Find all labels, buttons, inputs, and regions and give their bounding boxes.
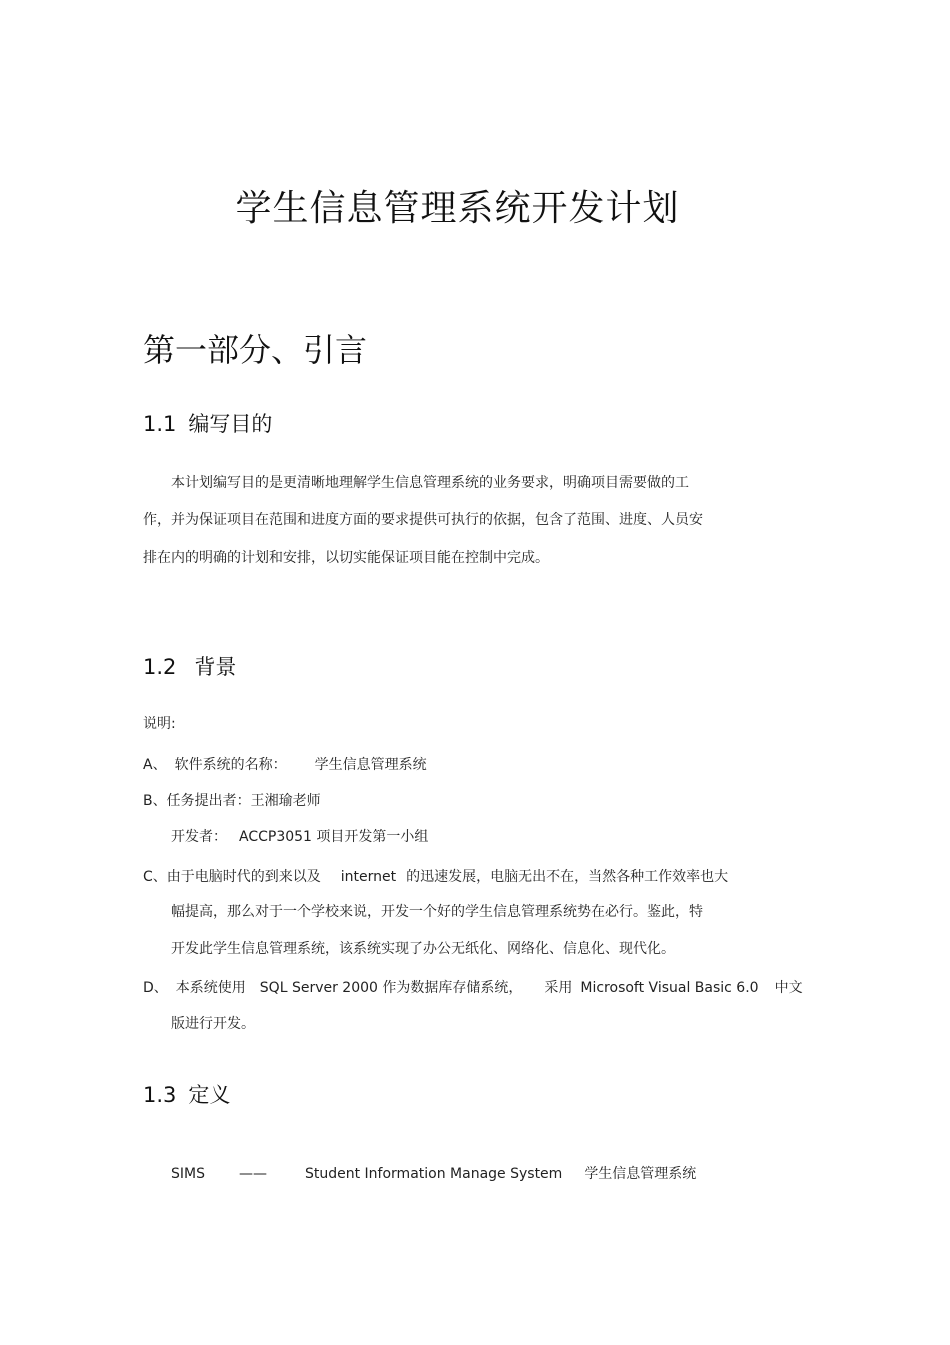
item-d-text: 采用 xyxy=(544,980,573,996)
paragraph-line-3: 排在内的明确的计划和安排，以切实能保证项目能在控制中完成。 xyxy=(143,550,549,566)
item-c-line-2: 幅提高，那么对于一个学校来说，开发一个好的学生信息管理系统势在必行。鉴此，特 xyxy=(171,904,703,920)
part-heading: 第一部分、引言 xyxy=(143,331,368,369)
item-d-line-1 xyxy=(143,980,803,997)
section-heading-1-1 xyxy=(143,408,272,438)
item-marker: A、 xyxy=(143,757,167,773)
section-title: 编写目的 xyxy=(188,412,273,436)
item-marker: C、 xyxy=(143,869,167,885)
definition-chinese: 学生信息管理系统 xyxy=(584,1166,697,1182)
item-b-developer xyxy=(171,829,428,846)
item-c-line-3: 开发此学生信息管理系统，该系统实现了办公无纸化、网络化、信息化、现代化。 xyxy=(171,941,675,957)
section-title: 定义 xyxy=(188,1083,231,1107)
section-title: 背景 xyxy=(194,655,237,679)
section-heading-1-2 xyxy=(143,651,236,681)
item-d-text: 本系统使用 xyxy=(175,980,246,996)
definition-row xyxy=(171,1166,696,1183)
item-a-label: 软件系统的名称： xyxy=(174,757,287,773)
item-b xyxy=(143,793,321,810)
item-marker: B、 xyxy=(143,793,167,809)
paragraph-line-2: 作，并为保证项目在范围和进度方面的要求提供可执行的依据，包含了范围、进度、人员安 xyxy=(143,512,703,528)
paragraph-line-1: 本计划编写目的是更清晰地理解学生信息管理系统的业务要求，明确项目需要做的工 xyxy=(171,475,689,491)
item-d-database: SQL Server 2000 作为数据库存储系统， xyxy=(259,980,523,996)
internet-term: internet xyxy=(340,869,397,885)
item-d-text: 中文 xyxy=(774,980,803,996)
item-b-text: 任务提出者：王湘瑜老师 xyxy=(166,793,321,809)
background-intro: 说明: xyxy=(143,716,176,732)
section-number: 1.3 xyxy=(143,1083,177,1107)
item-c-text: 由于电脑时代的到来以及 xyxy=(166,869,321,885)
item-d-line-2: 版进行开发。 xyxy=(171,1016,255,1032)
section-heading-1-3 xyxy=(143,1079,230,1109)
developer-label: 开发者： xyxy=(171,829,227,845)
item-d-tool: Microsoft Visual Basic 6.0 xyxy=(580,980,759,996)
developer-value: ACCP3051 项目开发第一小组 xyxy=(239,829,429,845)
definition-term: SIMS xyxy=(171,1166,205,1182)
section-number: 1.2 xyxy=(143,655,177,679)
item-c-text: 的迅速发展，电脑无出不在，当然各种工作效率也大 xyxy=(406,869,729,885)
item-c-line-1 xyxy=(143,869,728,886)
document-title: 学生信息管理系统开发计划 xyxy=(235,188,680,229)
definition-dash: —— xyxy=(238,1166,267,1182)
definition-english: Student Information Manage System xyxy=(304,1166,563,1182)
section-number: 1.1 xyxy=(143,412,177,436)
item-a xyxy=(143,757,427,774)
item-marker: D、 xyxy=(143,980,168,996)
item-a-value: 学生信息管理系统 xyxy=(314,757,427,773)
